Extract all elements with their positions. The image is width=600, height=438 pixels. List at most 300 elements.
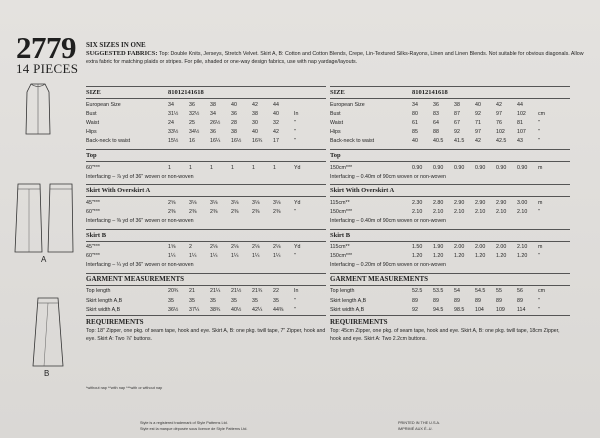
value-cell: 40: [231, 101, 237, 108]
value-cell: 92: [412, 306, 418, 313]
value-cell: 2⅜: [273, 208, 281, 215]
row-label: 115cm**: [330, 199, 350, 206]
value-cell: 35: [189, 297, 195, 304]
value-cell: 80: [412, 110, 418, 117]
body-measurements: [86, 100, 326, 146]
row-label: Skirt length A,B: [86, 297, 123, 304]
value-cell: 2.00: [475, 244, 486, 251]
interfacing-note: Interfacing – 0.20m of 90cm woven or non-woven: [330, 262, 447, 269]
value-cell: 25: [189, 119, 195, 126]
row-label: 150cm***: [330, 208, 353, 215]
value-cell: 89: [496, 297, 502, 304]
row-label: Skirt length A,B: [330, 297, 367, 304]
value-cell: 2⅜: [231, 208, 239, 215]
value-cell: 109: [496, 306, 505, 313]
unit-cell: ": [294, 253, 296, 260]
value-cell: 1.50: [412, 244, 423, 251]
interfacing-note: Interfacing – 0.40m of 90cm woven or non-woven: [330, 218, 447, 224]
row-label: Top length: [330, 288, 355, 295]
value-cell: 2.80: [433, 199, 444, 206]
value-cell: 21¼: [210, 288, 221, 295]
size-col: 16: [434, 89, 442, 96]
yardage-row: [330, 207, 570, 216]
yardage-row: [330, 243, 570, 252]
unit-cell: ": [294, 129, 296, 136]
size-col: 18: [441, 89, 448, 96]
value-cell: 15½: [168, 138, 179, 145]
fabrics-label: SUGGESTED FABRICS:: [86, 50, 158, 57]
value-cell: 1¼: [273, 253, 281, 260]
value-cell: 94.5: [433, 306, 444, 313]
value-cell: 54: [454, 288, 460, 295]
garment-measurements-title: GARMENT MEASUREMENTS: [330, 275, 429, 284]
value-cell: 17: [273, 138, 279, 145]
yardage-row: [86, 163, 326, 172]
value-cell: 42: [475, 138, 481, 145]
value-cell: 42: [496, 101, 502, 108]
value-cell: 1: [168, 164, 171, 171]
unit-cell: ": [538, 138, 540, 145]
value-cell: 2.10: [475, 208, 486, 215]
value-cell: 87: [454, 110, 460, 117]
section-title: Skirt B: [330, 231, 351, 239]
yardage-row: [86, 198, 326, 207]
value-cell: 2.10: [517, 208, 528, 215]
section-title: Top: [330, 151, 341, 159]
value-cell: 1.20: [412, 253, 423, 260]
interfacing-note: Interfacing – ⅞ yd of 36" woven or non-woven: [86, 173, 194, 180]
divider: [330, 149, 570, 150]
value-cell: 102: [517, 110, 526, 117]
value-cell: 44⅜: [273, 306, 284, 313]
value-cell: 114: [517, 306, 526, 313]
value-cell: 0.90: [475, 164, 486, 171]
divider: [86, 161, 326, 162]
measurement-row: [86, 118, 326, 127]
nap-note: *without nap **with nap ***with or without nap: [86, 386, 163, 390]
divider: [330, 229, 570, 230]
divider: [86, 241, 326, 242]
yardage-sections: [86, 149, 326, 270]
interfacing-note: Interfacing – ¼ yd of 36" woven or non-woven: [86, 262, 194, 269]
view-b-label: B: [44, 369, 50, 378]
measurement-row: [86, 100, 326, 109]
measurement-row: [330, 137, 570, 146]
interfacing-note: Interfacing – 0.40m of 90cm woven or non-woven: [330, 173, 447, 180]
row-label: Bust: [86, 110, 97, 117]
value-cell: 44: [273, 101, 279, 108]
value-cell: 61: [412, 119, 418, 126]
unit-cell: ": [538, 119, 540, 126]
value-cell: 2.10: [454, 208, 465, 215]
value-cell: 54.5: [475, 288, 486, 295]
value-cell: 38¾: [210, 306, 221, 313]
value-cell: 3.00: [517, 199, 528, 206]
value-cell: 3⅛: [273, 199, 281, 206]
value-cell: 2.10: [433, 208, 444, 215]
section-title: Skirt With Overskirt A: [86, 187, 151, 195]
yardage-row: [330, 252, 570, 261]
value-cell: 1.20: [496, 253, 507, 260]
value-cell: 88: [433, 129, 439, 136]
size-col: 14: [428, 89, 435, 96]
value-cell: 2⅜: [210, 208, 218, 215]
value-cell: 2.10: [496, 208, 507, 215]
unit-cell: ": [294, 306, 296, 313]
size-header-row: [86, 88, 326, 97]
value-cell: 81: [517, 119, 523, 126]
value-cell: 16¼: [210, 138, 221, 145]
value-cell: 44: [517, 101, 523, 108]
value-cell: 2⅜: [252, 208, 260, 215]
unit-cell: ": [538, 253, 540, 260]
section-title: Skirt B: [86, 231, 107, 239]
value-cell: 31½: [168, 110, 179, 117]
row-label: Skirt width A,B: [330, 306, 365, 313]
value-cell: 42: [252, 101, 258, 108]
row-label: Hips: [330, 129, 341, 136]
pattern-number: 2779: [16, 30, 76, 65]
value-cell: 64: [433, 119, 439, 126]
size-col: 8: [412, 89, 416, 96]
unit-cell: Yd: [294, 244, 301, 251]
divider: [330, 161, 570, 162]
divider: [86, 285, 326, 286]
value-cell: 1: [252, 164, 255, 171]
value-cell: 40: [412, 138, 418, 145]
value-cell: 1¼: [252, 253, 260, 260]
value-cell: 2.00: [454, 244, 465, 251]
value-cell: 2.00: [496, 244, 507, 251]
requirements-title: REQUIREMENTS: [330, 317, 388, 326]
divider: [86, 184, 326, 185]
value-cell: 56: [517, 288, 523, 295]
row-label: 150cm***: [330, 253, 353, 260]
unit-cell: Yd: [294, 164, 301, 171]
value-cell: 34: [168, 101, 174, 108]
size-col: 10: [171, 89, 178, 96]
yardage-row: [330, 163, 570, 172]
size-label: SIZE: [86, 89, 101, 96]
row-label: 45"***: [86, 244, 100, 251]
divider: [330, 98, 570, 99]
divider: [86, 98, 326, 99]
top-back-sketch: [22, 82, 54, 136]
printed-fr: IMPRIMÉ AUX É.-U.: [398, 427, 433, 431]
body-measurements: [330, 100, 570, 146]
unit-cell: ": [294, 297, 296, 304]
row-label: Waist: [330, 119, 344, 126]
row-label: 150cm***: [330, 164, 353, 171]
row-label: 45"***: [86, 199, 100, 206]
value-cell: 107: [517, 129, 526, 136]
divider: [330, 196, 570, 197]
value-cell: 98.5: [454, 306, 465, 313]
value-cell: 2⅝: [168, 199, 176, 206]
garment-measurements-title: GARMENT MEASUREMENTS: [86, 275, 185, 284]
value-cell: 85: [412, 129, 418, 136]
row-label: 60"***: [86, 164, 100, 171]
printed-en: PRINTED IN THE U.S.A.: [398, 421, 441, 425]
value-cell: 28: [231, 119, 237, 126]
unit-cell: ": [294, 208, 296, 215]
row-label: Back-neck to waist: [330, 138, 375, 145]
value-cell: 2.90: [475, 199, 486, 206]
value-cell: 97: [475, 129, 481, 136]
value-cell: 21¾: [252, 288, 263, 295]
size-label: SIZE: [330, 89, 345, 96]
garment-row: [330, 296, 570, 305]
divider: [330, 273, 570, 274]
unit-cell: m: [538, 244, 543, 251]
row-label: Skirt width A,B: [86, 306, 121, 313]
yardage-row: [330, 198, 570, 207]
value-cell: 2.90: [496, 199, 507, 206]
value-cell: 40: [252, 129, 258, 136]
unit-cell: ": [538, 306, 540, 313]
trademark-en: Style is a registered trademark of Style Patterns Ltd.: [140, 421, 228, 425]
value-cell: 21: [189, 288, 195, 295]
measurement-row: [330, 128, 570, 137]
measurement-row: [330, 118, 570, 127]
garment-row: [86, 305, 326, 314]
divider: [330, 184, 570, 185]
value-cell: 1.20: [517, 253, 528, 260]
value-cell: 1: [231, 164, 234, 171]
value-cell: 0.90: [433, 164, 444, 171]
yardage-row: [86, 243, 326, 252]
value-cell: 2: [189, 244, 192, 251]
unit-cell: ": [538, 208, 540, 215]
value-cell: 104: [475, 306, 484, 313]
value-cell: 1⅝: [168, 244, 176, 251]
measurement-row: [86, 109, 326, 118]
skirt-b-sketch: [30, 296, 66, 368]
unit-cell: ": [294, 138, 296, 145]
fabrics-text: Top: Double Knits, Jerseys, Stretch Velvet. Skirt A, B: Cotton and Cotton Blends, Crepe, Lin-Textured Silks-Rayons, Linen and Linen Blends. Not suitable for obvious diagonals. Allow extra fabric for matching plaids or stripes. For pile, shaded or one-way design fabrics, use with nap yardage/layouts.: [86, 51, 584, 66]
divider: [86, 86, 326, 87]
value-cell: 92: [475, 110, 481, 117]
value-cell: 41.5: [454, 138, 465, 145]
value-cell: 40.5: [433, 138, 444, 145]
divider: [86, 315, 326, 316]
value-cell: 1.20: [454, 253, 465, 260]
value-cell: 35: [210, 297, 216, 304]
value-cell: 89: [433, 297, 439, 304]
value-cell: 1¼: [210, 253, 218, 260]
value-cell: 2⅛: [252, 244, 260, 251]
value-cell: 102: [496, 129, 505, 136]
value-cell: 3⅛: [189, 199, 197, 206]
value-cell: 36: [189, 101, 195, 108]
skirt-a-back-sketch: [12, 182, 46, 254]
value-cell: 67: [454, 119, 460, 126]
row-label: Bust: [330, 110, 341, 117]
row-label: Waist: [86, 119, 100, 126]
skirt-a-front-sketch: [46, 182, 76, 254]
unit-cell: In: [294, 288, 299, 295]
value-cell: 2⅜: [189, 208, 197, 215]
value-cell: 38: [210, 101, 216, 108]
value-cell: 1¼: [168, 253, 176, 260]
value-cell: 89: [517, 297, 523, 304]
value-cell: 92: [454, 129, 460, 136]
section-title: Top: [86, 151, 97, 159]
sizes-title: SIX SIZES IN ONE: [86, 41, 146, 49]
size-col: 16: [190, 89, 198, 96]
value-cell: 3⅛: [210, 199, 218, 206]
value-cell: 40: [475, 101, 481, 108]
value-cell: 30: [252, 119, 258, 126]
measurement-row: [330, 109, 570, 118]
value-cell: 42: [273, 129, 279, 136]
yardage-row: [86, 207, 326, 216]
unit-cell: m: [538, 164, 543, 171]
value-cell: 71: [475, 119, 481, 126]
size-col: 14: [184, 89, 191, 96]
requirements-title: REQUIREMENTS: [86, 317, 144, 326]
divider: [330, 315, 570, 316]
size-col: 12: [421, 89, 429, 96]
row-label: 60"***: [86, 253, 100, 260]
value-cell: 2⅜: [168, 208, 176, 215]
size-col: 18: [197, 89, 204, 96]
value-cell: 2⅛: [231, 244, 239, 251]
value-cell: 21½: [231, 288, 242, 295]
value-cell: 83: [433, 110, 439, 117]
size-col: 10: [415, 89, 422, 96]
divider: [330, 241, 570, 242]
measurement-row: [86, 128, 326, 137]
garment-row: [86, 296, 326, 305]
yardage-row: [86, 252, 326, 261]
view-a-label: A: [41, 255, 47, 264]
section-title: Skirt With Overskirt A: [330, 187, 395, 195]
value-cell: 76: [496, 119, 502, 126]
measurement-row: [86, 137, 326, 146]
value-cell: 38: [231, 129, 237, 136]
value-cell: 89: [475, 297, 481, 304]
value-cell: 40: [273, 110, 279, 117]
row-label: European Size: [86, 101, 121, 108]
value-cell: 16½: [231, 138, 242, 145]
value-cell: 38: [252, 110, 258, 117]
value-cell: 22: [273, 288, 279, 295]
garment-measurements: [330, 287, 570, 315]
row-label: European Size: [330, 101, 365, 108]
value-cell: 34½: [189, 129, 200, 136]
imperial-chart: [86, 85, 326, 344]
value-cell: 1.90: [433, 244, 444, 251]
value-cell: 20¾: [168, 288, 179, 295]
interfacing-note: Interfacing – ⅜ yd of 36" woven or non-woven: [86, 218, 194, 224]
value-cell: 3⅛: [231, 199, 239, 206]
value-cell: 36: [231, 110, 237, 117]
value-cell: 0.90: [412, 164, 423, 171]
row-label: 115cm**: [330, 244, 350, 251]
value-cell: 2⅛: [273, 244, 281, 251]
value-cell: 2.90: [454, 199, 465, 206]
unit-cell: ": [294, 119, 296, 126]
pieces-count: 14 PIECES: [16, 61, 79, 76]
value-cell: 26½: [210, 119, 221, 126]
unit-cell: ": [538, 129, 540, 136]
value-cell: 1.20: [433, 253, 444, 260]
value-cell: 0.90: [517, 164, 528, 171]
requirements-text: Top: 45cm Zipper, one pkg. of seam tape, hook and eye. Skirt A, B: one pkg. twill tape, 18cm Zipper, hook and eye. Skirt A: Two 2.2cm buttons.: [330, 328, 560, 343]
value-cell: 32½: [189, 110, 200, 117]
value-cell: 42¼: [252, 306, 263, 313]
divider: [330, 285, 570, 286]
value-cell: 1: [273, 164, 276, 171]
unit-cell: m: [538, 199, 543, 206]
value-cell: 0.90: [454, 164, 465, 171]
value-cell: 36: [210, 129, 216, 136]
value-cell: 53.5: [433, 288, 444, 295]
value-cell: 43: [517, 138, 523, 145]
unit-cell: cm: [538, 110, 546, 117]
value-cell: 55: [496, 288, 502, 295]
value-cell: 1: [189, 164, 192, 171]
divider: [86, 273, 326, 274]
value-cell: 16: [189, 138, 195, 145]
size-col: 8: [168, 89, 172, 96]
value-cell: 35: [168, 297, 174, 304]
value-cell: 34: [210, 110, 216, 117]
value-cell: 1¼: [231, 253, 239, 260]
value-cell: 32: [273, 119, 279, 126]
value-cell: 33½: [168, 129, 179, 136]
size-col: 12: [177, 89, 185, 96]
value-cell: 24: [168, 119, 174, 126]
value-cell: 37¼: [189, 306, 200, 313]
value-cell: 2.10: [517, 244, 528, 251]
unit-cell: In: [294, 110, 299, 117]
value-cell: 2⅛: [210, 244, 218, 251]
garment-row: [330, 305, 570, 314]
value-cell: 1.20: [475, 253, 486, 260]
divider: [86, 229, 326, 230]
divider: [86, 196, 326, 197]
metric-chart: [330, 85, 570, 344]
requirements-text: Top: 18" Zipper, one pkg. of seam tape, hook and eye. Skirt A, B: one pkg. twill tape, 7" Zipper, hook and eye. Skirt A: Two ⅞" buttons.: [86, 328, 326, 343]
garment-measurements: [86, 287, 326, 315]
yardage-sections: [330, 149, 570, 270]
garment-row: [86, 287, 326, 296]
size-header-row: [330, 88, 570, 97]
value-cell: 3⅛: [252, 199, 260, 206]
value-cell: 36: [433, 101, 439, 108]
value-cell: 97: [496, 110, 502, 117]
row-label: Hips: [86, 129, 97, 136]
value-cell: 34: [412, 101, 418, 108]
row-label: Top length: [86, 288, 111, 295]
value-cell: 52.5: [412, 288, 423, 295]
divider: [86, 149, 326, 150]
row-label: Back-neck to waist: [86, 138, 131, 145]
value-cell: 35: [231, 297, 237, 304]
unit-cell: ": [538, 297, 540, 304]
value-cell: 0.90: [496, 164, 507, 171]
trademark-fr: Style est la marque déposée sous licence de Style Patterns Ltd.: [140, 427, 248, 431]
row-label: 60"***: [86, 208, 100, 215]
unit-cell: cm: [538, 288, 546, 295]
value-cell: 1: [210, 164, 213, 171]
value-cell: 89: [454, 297, 460, 304]
unit-cell: Yd: [294, 199, 301, 206]
divider: [330, 86, 570, 87]
value-cell: 35: [273, 297, 279, 304]
